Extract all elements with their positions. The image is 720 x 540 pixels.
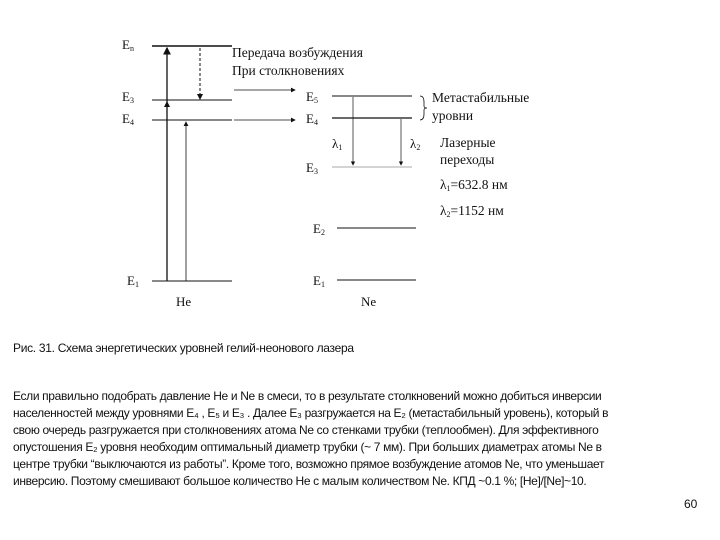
- metastable-note-line2: уровни: [432, 108, 474, 123]
- page-number: 60: [684, 497, 698, 511]
- figure-caption: Рис. 31. Схема энергетических уровней гелий-неонового лазера: [13, 341, 354, 355]
- paragraph-line: центре трубки “выключаются из работы”. Кроме того, возможно прямое возбуждение атомов Ne, что уменьшает: [13, 457, 605, 471]
- he-levels: [152, 46, 295, 281]
- paragraph-line: Если правильно подобрать давление He и Ne в смеси, то в результате столкновений можно добиться инверсии: [13, 389, 602, 403]
- ne-label-e1: E1: [313, 273, 325, 289]
- laser-note-line2: переходы: [440, 152, 495, 167]
- he-label-e3: E3: [122, 89, 134, 105]
- ne-label-e4: E4: [306, 111, 318, 127]
- lambda2-value: λ2=1152 нм: [440, 203, 504, 219]
- lambda1-value: λ1=632.8 нм: [440, 177, 508, 193]
- paragraph-line: свою очередь разгружается при столкновениях атома Ne со стенками трубки (теплообмен). Для эффективного: [13, 423, 599, 437]
- lambda1-label: λ1: [332, 136, 343, 152]
- ne-label-e2: E2: [313, 221, 325, 237]
- paragraph-line: населенностей между уровнями E₄ , E₅ и E₃ . Далее E₃ разгружается на E₂ (метастабильный уровень), который в: [13, 406, 609, 420]
- he-atom-label: He: [176, 294, 192, 309]
- paragraph-line: инверсию. Поэтому смешивают большое количество He с малым количеством Ne. КПД ~0.1 %; [He]/[Ne]~10.: [13, 474, 587, 488]
- transfer-note-line1: Передача возбуждения: [232, 45, 363, 60]
- he-label-e1: E1: [127, 273, 139, 289]
- ne-label-e5: E5: [306, 89, 318, 105]
- paragraph-line: опустошения E₂ уровня необходим оптимальный диаметр трубки (~ 7 мм). При больших диаметрах атомы Ne в: [13, 440, 602, 454]
- metastable-bracket: [420, 96, 427, 120]
- he-label-e4: E4: [122, 111, 134, 127]
- he-label-en: En: [122, 37, 134, 53]
- ne-atom-label: Ne: [361, 294, 377, 309]
- lambda2-label: λ2: [410, 136, 421, 152]
- ne-levels: [332, 96, 427, 280]
- laser-note-line1: Лазерные: [440, 135, 496, 150]
- ne-label-e3: E3: [306, 160, 318, 176]
- transfer-note-line2: При столкновениях: [232, 63, 345, 78]
- metastable-note-line1: Метастабильные: [432, 90, 530, 105]
- body-paragraph: [13, 388, 608, 490]
